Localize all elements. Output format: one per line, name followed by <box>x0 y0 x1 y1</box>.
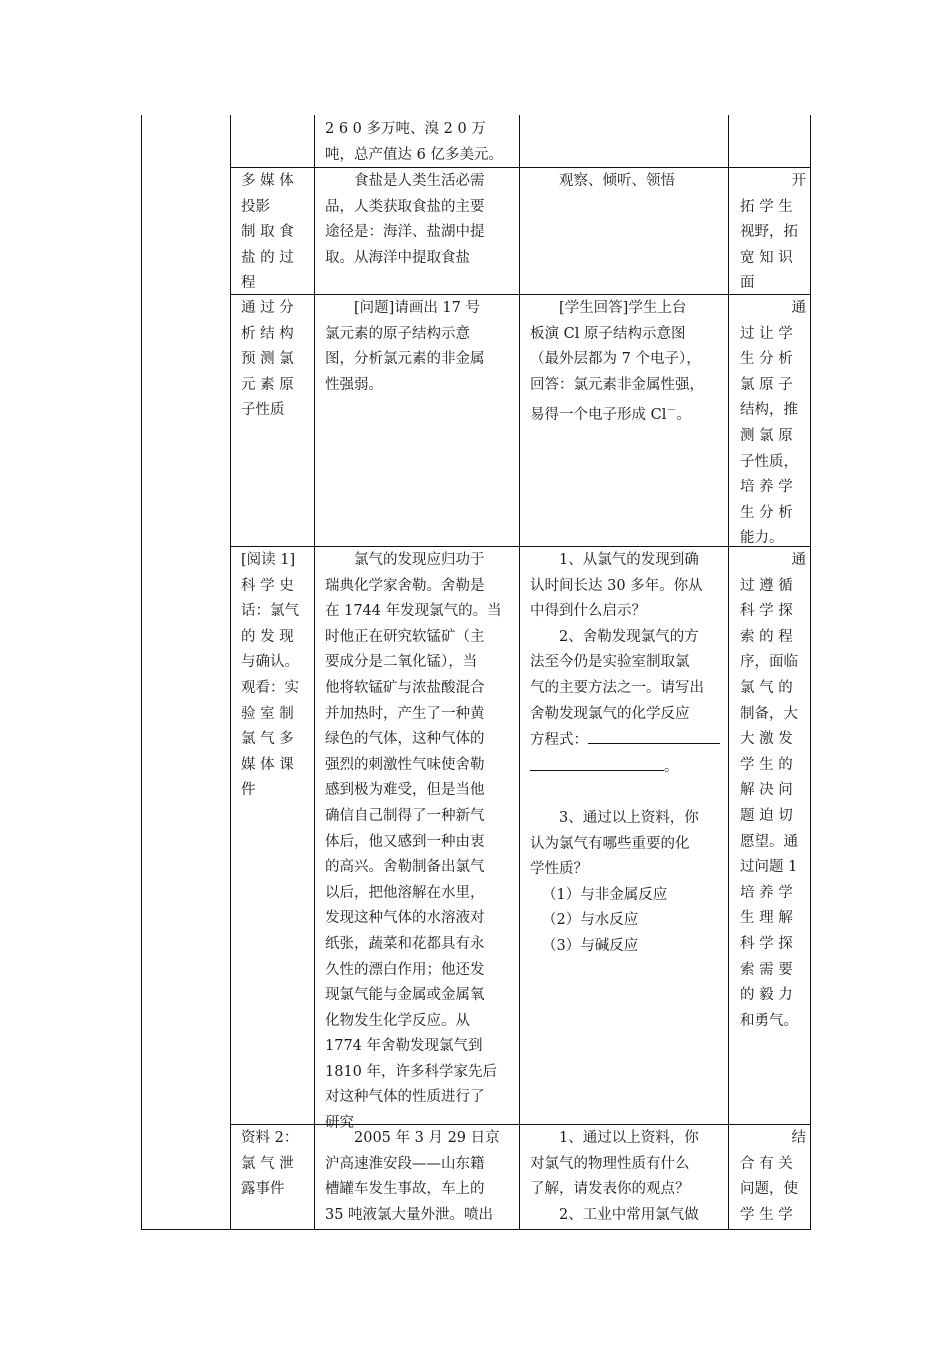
text-line: 观察、倾听、领悟 <box>559 173 675 189</box>
text-line: 投影 <box>241 198 270 215</box>
text-line: 感到极为难受，但是当他 <box>325 782 485 799</box>
equation-answer-blank[interactable] <box>588 727 720 744</box>
text-line: 视野，拓 <box>740 224 798 241</box>
text-line: 1774 年舍勒发现氯气到 <box>325 1038 483 1055</box>
row3-intent <box>736 548 814 1034</box>
row1-teacher <box>321 169 517 271</box>
text-line: 久性的漂白作用；他还发 <box>325 961 485 978</box>
row1-intent <box>736 169 814 297</box>
row4-student <box>526 1126 726 1228</box>
text-line: 35 吨液氯大量外泄。喷出 <box>325 1206 494 1223</box>
text-line: 沪高速淮安段——山东籍 <box>325 1155 485 1172</box>
text-line: 学 生 学 <box>740 1206 793 1223</box>
row2-teacher <box>321 296 517 398</box>
text-line: 品，人类获取食盐的主要 <box>325 198 485 215</box>
text-line: 露事件 <box>241 1181 285 1198</box>
text-line: 科 学 探 <box>740 603 793 620</box>
text-line: 程 <box>241 275 256 292</box>
text-line: 测 氯 原 <box>740 427 793 444</box>
text-line: 发现这种气体的水溶液对 <box>325 910 485 927</box>
text-line: 2005 年 3 月 29 日京 <box>354 1130 500 1146</box>
text-line: 索 需 要 <box>740 961 793 978</box>
row4-intent <box>736 1126 814 1228</box>
row1-student <box>526 169 726 195</box>
text-line: 通 过 分 <box>241 300 294 316</box>
text-line: 氯元素的原子结构示意 <box>325 325 470 342</box>
text-line: 法至今仍是实验室制取氯 <box>530 654 690 671</box>
text-line: 生 理 解 <box>740 910 793 927</box>
text-line: [问题]请画出 17 号 <box>354 300 480 316</box>
text-line: 认为氯气有哪些重要的化 <box>530 835 690 852</box>
text-line: 结 <box>791 1130 806 1146</box>
text-line: 过问题 1 <box>740 859 798 876</box>
text-line: 他将软锰矿与浓盐酸混合 <box>325 679 485 696</box>
text-line: （最外层都为 7 个电子）， <box>530 351 701 368</box>
text-line: 确信自己制得了一种新气 <box>325 807 485 824</box>
text-line: 件 <box>241 782 256 799</box>
text-line: 拓 学 生 <box>740 198 793 215</box>
text-line: [学生回答]学生上台 <box>559 300 687 316</box>
text-line: 愿望。通 <box>740 833 798 850</box>
text-line: （1）与非金属反应 <box>542 886 668 903</box>
text-line: 大 激 发 <box>740 731 793 748</box>
equation-line-2 <box>530 754 722 781</box>
text-line: 科 学 探 <box>740 935 793 952</box>
text-line: 多 媒 体 <box>241 173 294 189</box>
text-line: 过 让 学 <box>740 325 793 342</box>
row2-student <box>526 296 726 429</box>
text-line: 索 的 程 <box>740 628 793 645</box>
row2-stage <box>237 296 317 424</box>
text-line: 氯气的发现应归功于 <box>354 552 485 568</box>
row3-stage <box>237 548 317 804</box>
text-line: 盐 的 过 <box>241 249 294 266</box>
text-line: 问题，使 <box>740 1181 798 1198</box>
text-line: 预 测 氯 <box>241 351 294 368</box>
text-line: 验 室 制 <box>241 705 294 722</box>
text-line: 学性质？ <box>530 861 588 878</box>
text-line <box>530 398 722 429</box>
text-line: （2）与水反应 <box>542 912 639 929</box>
text-line: 时他正在研究软锰矿（主 <box>325 628 485 645</box>
text-line: 观看：实 <box>241 679 299 696</box>
text-line: 纸张，蔬菜和花都具有永 <box>325 935 485 952</box>
row-divider-3 <box>230 546 811 547</box>
text-line: 的高兴。舍勒制备出氯气 <box>325 859 485 876</box>
equation-line <box>530 727 722 754</box>
row1-stage <box>237 169 317 297</box>
text-line: 的 毅 力 <box>740 987 793 1004</box>
text-line: 媒 体 课 <box>241 756 294 773</box>
text-line: 结构，推 <box>740 402 798 419</box>
text-line: 槽罐车发生事故，车上的 <box>325 1181 485 1198</box>
text-line: 氯 气 泄 <box>241 1155 294 1172</box>
text-line: 题 迫 切 <box>740 807 793 824</box>
text-line: 合 有 关 <box>740 1155 793 1172</box>
text-line: 认时间长达 30 多年。你从 <box>530 577 703 594</box>
text-line: 瑞典化学家舍勒。舍勒是 <box>325 577 485 594</box>
text-line: 制备，大 <box>740 705 798 722</box>
text-line: 1、通过以上资料，你 <box>559 1130 699 1146</box>
text-line: 通 <box>791 300 806 316</box>
text-line: 吨，总产值达 6 亿多美元。 <box>325 146 503 163</box>
text-line: 过 遵 循 <box>740 577 793 594</box>
row0-content <box>321 117 517 168</box>
col1-left-border <box>230 115 231 1230</box>
text-line: 途径是：海洋、盐湖中提 <box>325 224 485 241</box>
text-line: 培 养 学 <box>740 884 793 901</box>
spacer-line <box>530 780 722 806</box>
row3-teacher <box>321 548 517 1137</box>
text-line: 2 6 0 多万吨、溴 2 0 万 <box>325 121 486 137</box>
text-line: 生 分 析 <box>740 504 793 521</box>
text-line: 2、舍勒发现氯气的方 <box>559 628 699 645</box>
text-line: 氯 原 子 <box>740 376 793 393</box>
text-line: 图，分析氯元素的非金属 <box>325 351 485 368</box>
text-line: 要成分是二氧化锰），当 <box>325 654 478 671</box>
text-line: 了解，请发表你的观点？ <box>530 1181 690 1198</box>
text-line: 绿色的气体，这种气体的 <box>325 731 485 748</box>
text-line: 子性质， <box>740 453 798 470</box>
text-line: 培 养 学 <box>740 479 793 496</box>
outer-left-border <box>141 115 142 1230</box>
text-line: 子性质 <box>241 402 285 419</box>
text-line: 以后，把他溶解在水里， <box>325 884 485 901</box>
row-divider-1 <box>230 167 811 168</box>
text-line: 宽 知 识 <box>740 249 793 266</box>
text-line: 的 发 现 <box>241 628 294 645</box>
text-line: 强烈的刺激性气味使舍勒 <box>325 756 485 773</box>
text-line: 面 <box>740 275 755 292</box>
text-line: 研究 <box>325 1115 354 1132</box>
equation-prompt: 方程式： <box>530 732 588 749</box>
text-line: 1810 年，许多科学家先后 <box>325 1063 498 1080</box>
text-line: 通 <box>791 552 806 568</box>
row-divider-2 <box>230 294 811 295</box>
table-bottom-border <box>141 1229 811 1230</box>
row-divider-4 <box>230 1124 811 1125</box>
text-line: 对氯气的物理性质有什么 <box>530 1155 690 1172</box>
ion-text: 易得一个电子形成 Cl <box>530 407 667 424</box>
text-line: 能力。 <box>740 530 784 547</box>
text-line: 话：氯气 <box>241 603 299 620</box>
text-line: 氯 气 多 <box>241 731 294 748</box>
col4-left-border <box>728 115 729 1230</box>
text-line: 化物发生化学反应。从 <box>325 1012 470 1029</box>
text-line: 舍勒发现氯气的化学反应 <box>530 705 690 722</box>
text-line: 析 结 构 <box>241 325 294 342</box>
text-line: 科 学 史 <box>241 577 294 594</box>
text-line: 性强弱。 <box>325 376 383 393</box>
text-line: 学 生 的 <box>740 756 793 773</box>
text-line: 现氯气能与金属或金属氧 <box>325 987 485 1004</box>
text-line: 资料 2： <box>241 1130 299 1146</box>
text-line: 制 取 食 <box>241 224 294 241</box>
text-line: 3、通过以上资料，你 <box>559 809 699 826</box>
text-line: 并加热时，产生了一种黄 <box>325 705 485 722</box>
row3-student <box>526 548 726 960</box>
text-line: 对这种气体的性质进行了 <box>325 1089 485 1106</box>
text-line: 体后，他又感到一种由衷 <box>325 833 485 850</box>
sentence-end: 。 <box>676 407 691 424</box>
ion-charge: － <box>666 405 677 417</box>
row2-intent <box>736 296 814 552</box>
text-line: 在 1744 年发现氯气的。当 <box>325 603 502 620</box>
text-line: 序，面临 <box>740 654 798 671</box>
equation-answer-blank-2[interactable] <box>530 754 664 771</box>
sentence-end: 。 <box>664 758 679 775</box>
text-line: [阅读 1] <box>241 552 296 568</box>
text-line: 解 决 问 <box>740 782 793 799</box>
text-line: 与确认。 <box>241 654 299 671</box>
text-line: 回答：氯元素非金属性强， <box>530 376 704 393</box>
text-line: 气的主要方法之一。请写出 <box>530 679 704 696</box>
text-line: 和勇气。 <box>740 1012 798 1029</box>
text-line: 开 <box>791 173 806 189</box>
text-line: 元 素 原 <box>241 376 294 393</box>
text-line: （3）与碱反应 <box>542 937 639 954</box>
text-line: 中得到什么启示？ <box>530 603 646 620</box>
row4-stage <box>237 1126 317 1203</box>
row4-teacher <box>321 1126 517 1228</box>
text-line: 1、从氯气的发现到确 <box>559 552 699 568</box>
text-line: 生 分 析 <box>740 351 793 368</box>
text-line: 取。从海洋中提取食盐 <box>325 249 470 266</box>
text-line: 氯 气 的 <box>740 679 793 696</box>
text-line: 板演 Cl 原子结构示意图 <box>530 325 686 342</box>
text-line: 2、工业中常用氯气做 <box>559 1206 699 1223</box>
col3-left-border <box>519 115 520 1230</box>
text-line: 食盐是人类生活必需 <box>354 173 485 189</box>
